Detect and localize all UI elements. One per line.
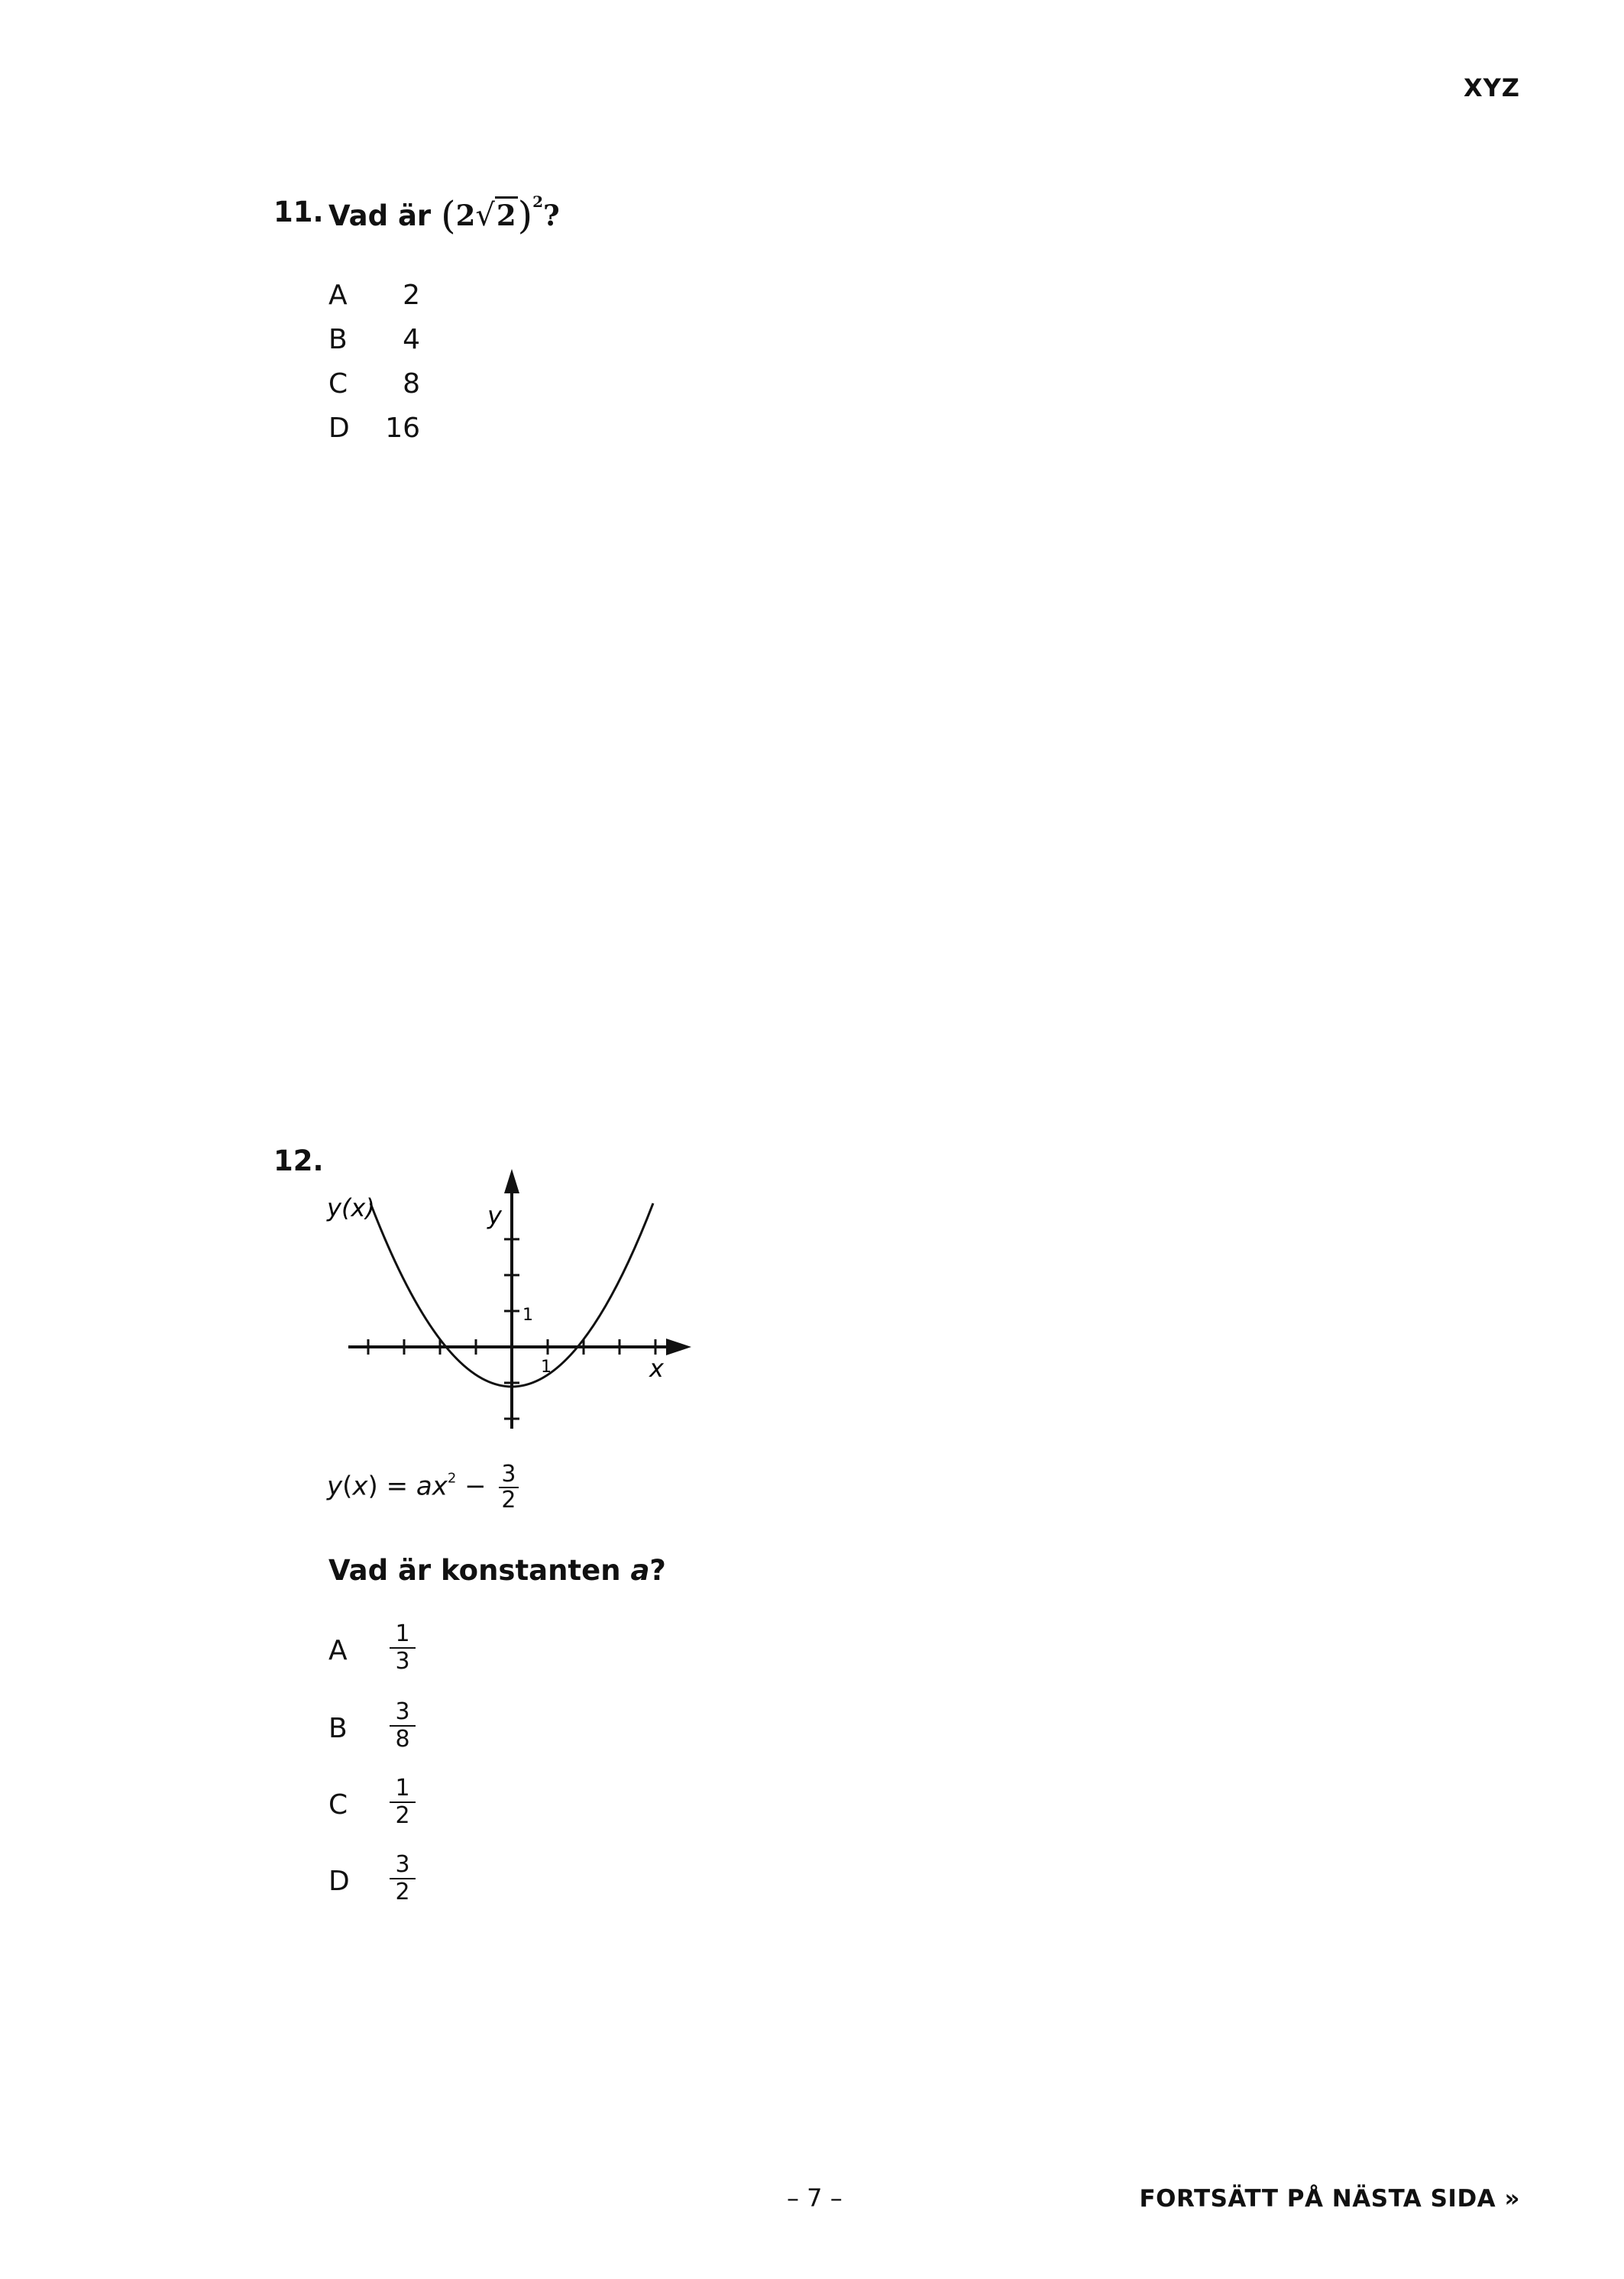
option-value-c: 8 xyxy=(403,368,420,400)
parabola-graph xyxy=(321,1169,703,1452)
option-letter-d: D xyxy=(328,413,350,444)
formula-exponent: 2 xyxy=(447,1470,457,1487)
formula-minus: − xyxy=(456,1471,495,1502)
y-tick-label: 1 xyxy=(522,1306,533,1325)
formula-lhs-arg: (x) xyxy=(342,1471,378,1502)
formula-a: a xyxy=(416,1471,432,1502)
x-axis-arrow xyxy=(666,1339,691,1355)
exam-code: XYZ xyxy=(1463,73,1520,102)
x-axis-label: x xyxy=(649,1354,664,1383)
question-11-expression xyxy=(441,193,560,238)
question-12-prompt-end: ? xyxy=(649,1554,666,1587)
y-axis-label: y xyxy=(487,1201,502,1230)
question-11-number: 11. xyxy=(273,196,324,228)
question-12-prompt-text: Vad är konstanten xyxy=(328,1554,631,1587)
expr-close-paren: ) xyxy=(517,193,533,238)
expr-open-paren: ( xyxy=(441,193,456,238)
expr-question-mark: ? xyxy=(543,199,560,232)
option-letter-b: B xyxy=(328,1713,348,1744)
option-fraction-d xyxy=(390,1852,416,1905)
question-12-number: 12. xyxy=(273,1144,324,1177)
sqrt-symbol: √ xyxy=(475,198,495,233)
option-d-num: 3 xyxy=(390,1852,416,1879)
question-12-prompt-var: a xyxy=(630,1554,650,1587)
function-formula xyxy=(327,1462,519,1513)
expr-exponent: 2 xyxy=(532,193,544,211)
option-fraction-c xyxy=(390,1776,416,1829)
option-b-den: 8 xyxy=(395,1726,410,1753)
formula-equals: = xyxy=(377,1471,416,1502)
question-11-prompt xyxy=(328,193,560,238)
function-label: y(x) xyxy=(327,1193,375,1222)
option-letter-d: D xyxy=(328,1866,350,1897)
option-b-num: 3 xyxy=(390,1699,416,1727)
option-value-a: 2 xyxy=(403,280,420,311)
expr-radicand: 2 xyxy=(495,196,518,232)
option-a-num: 1 xyxy=(390,1621,416,1649)
question-11-prompt-text: Vad är xyxy=(328,199,432,232)
option-fraction-a xyxy=(390,1621,416,1675)
option-letter-c: C xyxy=(328,1789,348,1821)
option-d-den: 2 xyxy=(395,1879,410,1905)
option-letter-a: A xyxy=(328,1635,348,1666)
formula-frac-den: 2 xyxy=(501,1487,516,1513)
option-letter-c: C xyxy=(328,368,348,400)
formula-fraction xyxy=(499,1462,518,1513)
option-letter-a: A xyxy=(328,280,348,311)
option-c-den: 2 xyxy=(395,1802,410,1829)
y-axis-arrow xyxy=(504,1169,519,1193)
option-a-den: 3 xyxy=(395,1648,410,1675)
page-number: – 7 – xyxy=(787,2184,843,2213)
question-12-prompt xyxy=(328,1554,666,1587)
formula-frac-num: 3 xyxy=(499,1462,518,1488)
formula-lhs: y xyxy=(327,1471,343,1502)
x-tick-label: 1 xyxy=(541,1358,552,1377)
expr-coefficient: 2 xyxy=(455,199,476,232)
option-value-b: 4 xyxy=(403,324,420,355)
option-value-d: 16 xyxy=(385,413,420,444)
formula-x: x xyxy=(432,1471,448,1502)
option-letter-b: B xyxy=(328,324,348,355)
option-fraction-b xyxy=(390,1699,416,1753)
option-c-num: 1 xyxy=(390,1776,416,1803)
continue-next-page: FORTSÄTT PÅ NÄSTA SIDA » xyxy=(1139,2185,1520,2213)
